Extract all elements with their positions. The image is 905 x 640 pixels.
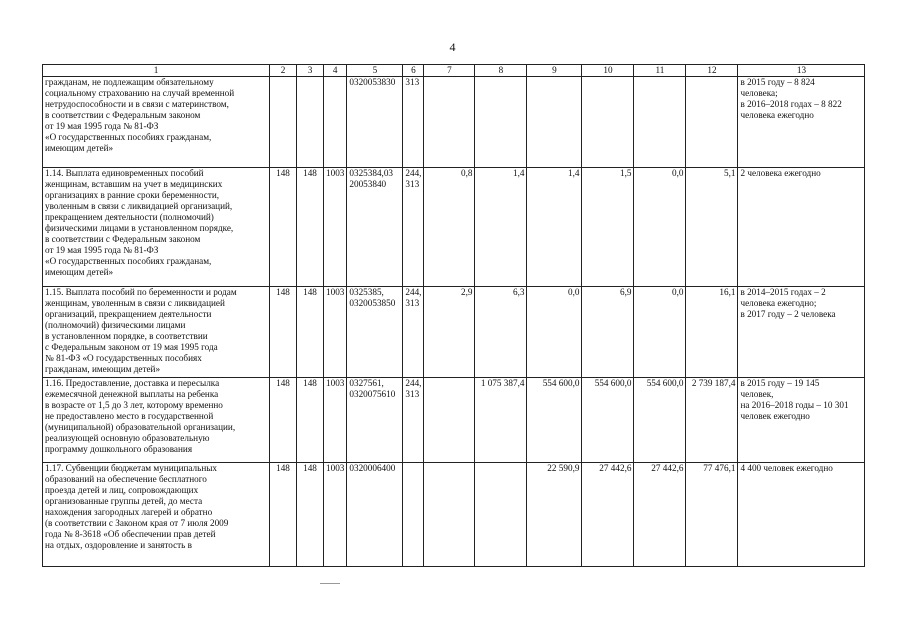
cell-col3: 148 xyxy=(297,287,324,378)
col-header-1: 1 xyxy=(43,65,270,77)
measure-description: 1.16. Предоставление, доставка и пересылка ежемесячной денежной выплаты на ребенка в возрасте от 1,5 до 3 лет, которому временно не предоставлено место в государственной (муниципальной) образовательной организации, реализующей основную образовательную программу дошкольного образования xyxy=(43,378,270,463)
cell-section: 1003 xyxy=(324,378,347,463)
cell-col8 xyxy=(475,463,527,567)
cell-col12: 2 739 187,4 xyxy=(686,378,738,463)
cell-col10: 6,9 xyxy=(582,287,634,378)
cell-col3: 148 xyxy=(297,168,324,287)
cell-expected-result: в 2015 году – 19 145 человек, на 2016–2018 годы – 10 301 человек ежегодно xyxy=(738,378,865,463)
cell-col9: 554 600,0 xyxy=(527,378,582,463)
cell-col7: 0,8 xyxy=(424,168,475,287)
cell-section: 1003 xyxy=(324,287,347,378)
column-number-row xyxy=(43,65,865,77)
cell-col3 xyxy=(297,77,324,168)
col-header-11: 11 xyxy=(634,65,686,77)
cell-section xyxy=(324,77,347,168)
table-row xyxy=(43,463,865,567)
col-header-8: 8 xyxy=(475,65,527,77)
cell-col8: 6,3 xyxy=(475,287,527,378)
cell-target-code: 0320053830 xyxy=(347,77,403,168)
cell-col11: 554 600,0 xyxy=(634,378,686,463)
table-row xyxy=(43,77,865,168)
col-header-5: 5 xyxy=(347,65,403,77)
cell-col10 xyxy=(582,77,634,168)
cell-col7 xyxy=(424,378,475,463)
cell-col8: 1 075 387,4 xyxy=(475,378,527,463)
col-header-6: 6 xyxy=(403,65,424,77)
cell-col12 xyxy=(686,77,738,168)
cell-expected-result: 4 400 человек ежегодно xyxy=(738,463,865,567)
cell-section: 1003 xyxy=(324,168,347,287)
cell-expense-type: 313 xyxy=(403,77,424,168)
cell-col8 xyxy=(475,77,527,168)
cell-target-code: 0325385, 0320053850 xyxy=(347,287,403,378)
cell-expense-type: 244, 313 xyxy=(403,287,424,378)
cell-col10: 554 600,0 xyxy=(582,378,634,463)
cell-col12: 77 476,1 xyxy=(686,463,738,567)
measure-description: гражданам, не подлежащим обязательному социальному страхованию на случай временной нетрудоспособности и в связи с материнством, в соответствии с Федеральным законом от 19 мая 1995 года № 81-ФЗ «О государственных пособиях гражданам, имеющим детей» xyxy=(43,77,270,168)
measure-description: 1.17. Субвенции бюджетам муниципальных образований на обеспечение бесплатного проезда детей и лиц, сопровождающих организованные группы детей, до места нахождения загородных лагерей и обратно (в соответствии с Законом края от 7 июля 2009 года № 8-3618 «Об обеспечении прав детей на отдых, оздоровление и занятость в xyxy=(43,463,270,567)
cell-expense-type: 244, 313 xyxy=(403,378,424,463)
cell-col12: 16,1 xyxy=(686,287,738,378)
cell-grbs xyxy=(270,77,297,168)
col-header-13: 13 xyxy=(738,65,865,77)
cell-target-code: 0320006400 xyxy=(347,463,403,567)
cell-col3: 148 xyxy=(297,463,324,567)
cell-col11: 0,0 xyxy=(634,168,686,287)
cell-col9: 1,4 xyxy=(527,168,582,287)
cell-col10: 1,5 xyxy=(582,168,634,287)
cell-col11 xyxy=(634,77,686,168)
cell-col7 xyxy=(424,463,475,567)
cell-section: 1003 xyxy=(324,463,347,567)
cell-col12: 5,1 xyxy=(686,168,738,287)
cell-col11: 27 442,6 xyxy=(634,463,686,567)
cell-col7 xyxy=(424,77,475,168)
col-header-9: 9 xyxy=(527,65,582,77)
scan-mark xyxy=(320,583,340,584)
table-row xyxy=(43,378,865,463)
measure-description: 1.14. Выплата единовременных пособий женщинам, вставшим на учет в медицинских организациях в ранние сроки беременности, уволенным в связи с ликвидацией организаций, прекращением деятельности (полномочий) физическими лицами в установленном порядке, в соответствии с Федеральным законом от 19 мая 1995 года № 81-ФЗ «О государственных пособиях гражданам, имеющим детей» xyxy=(43,168,270,287)
table-row xyxy=(43,287,865,378)
cell-expected-result: в 2014–2015 годах – 2 человека ежегодно; в 2017 году – 2 человека xyxy=(738,287,865,378)
cell-target-code: 0327561, 0320075610 xyxy=(347,378,403,463)
col-header-2: 2 xyxy=(270,65,297,77)
cell-grbs: 148 xyxy=(270,463,297,567)
cell-grbs: 148 xyxy=(270,378,297,463)
col-header-4: 4 xyxy=(324,65,347,77)
col-header-7: 7 xyxy=(424,65,475,77)
measure-description: 1.15. Выплата пособий по беременности и родам женщинам, уволенным в связи с ликвидацией организаций, прекращением деятельности (полномочий) физическими лицами в установленном порядке, в соответствии с Федеральным законом от 19 мая 1995 года № 81-ФЗ «О государственных пособиях гражданам, имеющим детей» xyxy=(43,287,270,378)
cell-col9 xyxy=(527,77,582,168)
col-header-3: 3 xyxy=(297,65,324,77)
cell-col3: 148 xyxy=(297,378,324,463)
cell-grbs: 148 xyxy=(270,287,297,378)
page-number: 4 xyxy=(449,40,456,54)
budget-table xyxy=(42,64,865,567)
cell-expected-result: в 2015 году – 8 824 человека; в 2016–2018 годах – 8 822 человека ежегодно xyxy=(738,77,865,168)
cell-expected-result: 2 человека ежегодно xyxy=(738,168,865,287)
cell-col9: 22 590,9 xyxy=(527,463,582,567)
cell-col10: 27 442,6 xyxy=(582,463,634,567)
cell-grbs: 148 xyxy=(270,168,297,287)
cell-col7: 2,9 xyxy=(424,287,475,378)
cell-col8: 1,4 xyxy=(475,168,527,287)
table-row xyxy=(43,168,865,287)
cell-expense-type xyxy=(403,463,424,567)
cell-col9: 0,0 xyxy=(527,287,582,378)
cell-expense-type: 244, 313 xyxy=(403,168,424,287)
cell-target-code: 0325384,03 20053840 xyxy=(347,168,403,287)
cell-col11: 0,0 xyxy=(634,287,686,378)
col-header-12: 12 xyxy=(686,65,738,77)
col-header-10: 10 xyxy=(582,65,634,77)
